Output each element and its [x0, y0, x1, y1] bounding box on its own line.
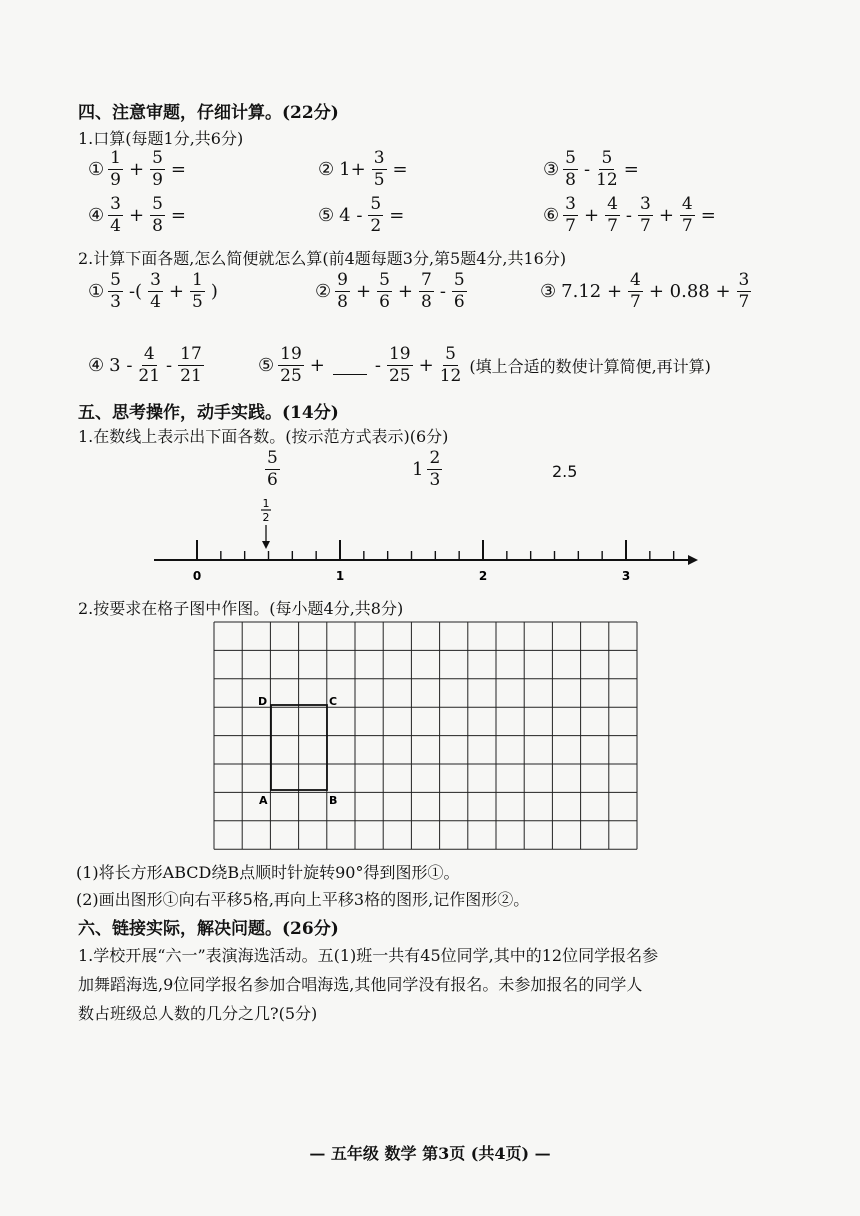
denominator: 7 — [565, 216, 576, 236]
operator: + 0.88 + — [648, 281, 731, 302]
denominator: 8 — [420, 292, 432, 312]
denominator: 12 — [596, 170, 618, 190]
fraction — [368, 196, 383, 235]
operator: = — [623, 159, 639, 180]
numerator: 4 — [607, 194, 618, 214]
operator: = — [392, 159, 408, 180]
operator: 4 - — [339, 205, 363, 226]
number-5-6-num: 5 — [267, 448, 278, 468]
fraction — [596, 150, 618, 189]
denominator: 25 — [388, 366, 411, 386]
numerator: 1 — [192, 270, 203, 290]
denominator: 7 — [630, 292, 641, 312]
fraction — [628, 272, 643, 311]
q2-title: 2.计算下面各题,怎么简便就怎么算(前4题每题3分,第5题4分,共16分) — [78, 249, 567, 268]
numerator: 5 — [601, 148, 613, 168]
operator: - — [625, 205, 632, 226]
numerator: 19 — [388, 344, 411, 364]
operator: -( — [128, 281, 143, 302]
operator: + — [583, 205, 600, 226]
section5-title: 五、思考操作，动手实践。(14分) — [78, 403, 339, 423]
item-number: ④ — [88, 355, 105, 376]
item-number: ① — [88, 159, 105, 180]
denominator: 9 — [152, 170, 163, 190]
operator: + — [355, 281, 372, 302]
numerator: 5 — [152, 194, 163, 214]
fraction — [278, 346, 304, 385]
fraction — [190, 272, 205, 311]
denominator: 6 — [379, 292, 390, 312]
denominator: 7 — [639, 216, 651, 236]
fraction — [150, 196, 165, 235]
numerator: 3 — [110, 194, 121, 214]
operator: + — [309, 355, 325, 376]
operator: - — [583, 159, 591, 180]
q1-item-2 — [318, 150, 410, 189]
fraction — [440, 346, 462, 385]
fraction — [419, 272, 434, 311]
denominator: 2 — [370, 216, 382, 236]
denominator: 7 — [607, 216, 618, 236]
denominator: 6 — [453, 292, 465, 312]
q2-item-3 — [540, 272, 752, 311]
fraction — [335, 272, 350, 311]
numerator: 4 — [681, 194, 693, 214]
fraction — [563, 196, 578, 235]
fraction — [377, 272, 392, 311]
operator: 3 - — [109, 355, 133, 376]
fraction — [108, 272, 123, 311]
axis-label: 3 — [621, 569, 631, 583]
numerator: 9 — [337, 270, 348, 290]
grid-task-1: (1)将长方形ABCD绕B点顺时针旋转90°得到图形①。 — [76, 863, 460, 882]
number-1-2-3-num: 2 — [429, 448, 441, 468]
q1-item-1 — [88, 150, 188, 189]
fraction — [108, 196, 123, 235]
denominator: 21 — [180, 366, 202, 386]
grid-task-2: (2)画出图形①向右平移5格,再向上平移3格的图形,记作图形②。 — [76, 890, 530, 909]
item-number: ② — [315, 281, 332, 302]
q2-item-5-expr — [258, 346, 462, 385]
denominator: 8 — [565, 170, 576, 190]
operator: + — [128, 159, 145, 180]
numerator: 4 — [630, 270, 641, 290]
item-number: ③ — [543, 159, 560, 180]
operator: + — [418, 355, 434, 376]
label-a: A — [259, 794, 268, 807]
numerator: 1 — [110, 148, 121, 168]
operator: ) — [210, 281, 218, 302]
item-number: ② — [318, 159, 335, 180]
item-number: ⑤ — [318, 205, 335, 226]
example-den: 2 — [262, 511, 270, 524]
fraction — [737, 272, 752, 311]
denominator: 5 — [192, 292, 203, 312]
denominator: 21 — [138, 366, 161, 386]
numerator: 5 — [152, 148, 163, 168]
fraction — [372, 150, 387, 189]
operator: = — [170, 205, 186, 226]
fraction — [108, 150, 123, 189]
denominator: 12 — [439, 366, 462, 386]
grid — [210, 620, 642, 852]
item-number: ① — [88, 281, 105, 302]
fraction — [452, 272, 467, 311]
q2-item-4 — [88, 346, 205, 385]
section6-title: 六、链接实际，解决问题。(26分) — [78, 919, 339, 939]
q1-item-3 — [543, 150, 641, 189]
operator: - — [166, 355, 173, 376]
axis — [154, 540, 698, 583]
numerator: 5 — [379, 270, 390, 290]
operator: - — [374, 355, 381, 376]
operator: 7.12 + — [561, 281, 623, 302]
item-number: ③ — [540, 281, 557, 302]
q1-item-6 — [543, 196, 718, 235]
operator: + — [397, 281, 413, 302]
operator: = — [700, 205, 716, 226]
denominator: 4 — [150, 292, 161, 312]
operator: + — [658, 205, 674, 226]
item-number: ④ — [88, 205, 105, 226]
label-d: D — [258, 695, 268, 708]
fraction — [387, 346, 413, 385]
q2-item-2 — [315, 272, 468, 311]
number-5-6-den: 6 — [267, 470, 278, 490]
operator: = — [389, 205, 405, 226]
number-1-2-3 — [412, 450, 443, 489]
axis-label: 0 — [192, 569, 202, 583]
axis-label: 2 — [478, 569, 488, 583]
q2-item-5 — [258, 346, 711, 385]
example-num: 1 — [262, 497, 270, 510]
q2-item-5-note: (填上合适的数使计算简便,再计算) — [469, 357, 711, 376]
answer-blank[interactable] — [333, 356, 367, 375]
denominator: 8 — [152, 216, 163, 236]
number-line — [140, 495, 710, 585]
numerator: 5 — [445, 344, 456, 364]
q2-item-1 — [88, 272, 220, 311]
grid-lines — [214, 622, 637, 849]
problem1-line1: 1.学校开展“六一”表演海选活动。五(1)班一共有45位同学,其中的12位同学报名参 — [78, 946, 659, 965]
numerator: 3 — [565, 194, 576, 214]
q1-item-4 — [88, 196, 188, 235]
item-number: ⑥ — [543, 205, 560, 226]
label-c: C — [329, 695, 338, 708]
number-1-2-3-den: 3 — [429, 470, 441, 490]
fraction — [138, 346, 160, 385]
number-1-2-3-whole: 1 — [412, 459, 424, 480]
denominator: 5 — [373, 170, 385, 190]
fraction — [638, 196, 653, 235]
fraction — [605, 196, 620, 235]
denominator: 8 — [337, 292, 348, 312]
denominator: 25 — [280, 366, 302, 386]
section4-title: 四、注意审题，仔细计算。(22分) — [78, 103, 339, 123]
numerator: 3 — [373, 148, 385, 168]
fraction — [178, 346, 204, 385]
numerator: 3 — [738, 270, 750, 290]
numerator: 5 — [565, 148, 576, 168]
item-number: ⑤ — [258, 355, 275, 376]
numerator: 4 — [143, 344, 155, 364]
number-2-5: 2.5 — [552, 462, 578, 481]
denominator: 7 — [738, 292, 750, 312]
fraction — [150, 150, 165, 189]
denominator: 9 — [110, 170, 121, 190]
numerator: 5 — [370, 194, 382, 214]
numerator: 3 — [639, 194, 651, 214]
denominator: 7 — [681, 216, 693, 236]
numerator: 19 — [280, 344, 302, 364]
axis-arrow — [688, 555, 698, 565]
grid-title: 2.按要求在格子图中作图。(每小题4分,共8分) — [78, 599, 404, 618]
axis-label: 1 — [335, 569, 345, 583]
operator: + — [128, 205, 145, 226]
example-arrow-head — [262, 541, 270, 549]
numerator: 17 — [180, 344, 202, 364]
fraction — [563, 150, 578, 189]
numerator: 7 — [420, 270, 432, 290]
page-footer: — 五年级 数学 第3页 (共4页) — — [309, 1144, 551, 1163]
numerator: 5 — [453, 270, 465, 290]
operator: + — [168, 281, 184, 302]
numerator: 5 — [110, 270, 121, 290]
operator: - — [439, 281, 446, 302]
problem1-line3: 数占班级总人数的几分之几?(5分) — [78, 1004, 318, 1023]
denominator: 3 — [110, 292, 121, 312]
fraction — [148, 272, 163, 311]
operator: = — [170, 159, 186, 180]
q1-title: 1.口算(每题1分,共6分) — [78, 129, 244, 148]
fraction — [680, 196, 695, 235]
q1-item-5 — [318, 196, 406, 235]
label-b: B — [329, 794, 338, 807]
operator: 1+ — [339, 159, 366, 180]
numberline-title: 1.在数线上表示出下面各数。(按示范方式表示)(6分) — [78, 427, 449, 446]
problem1-line2: 加舞蹈海选,9位同学报名参加合唱海选,其他同学没有报名。未参加报名的同学人 — [78, 975, 643, 994]
denominator: 4 — [110, 216, 121, 236]
numerator: 3 — [150, 270, 161, 290]
number-5-6 — [264, 450, 281, 489]
